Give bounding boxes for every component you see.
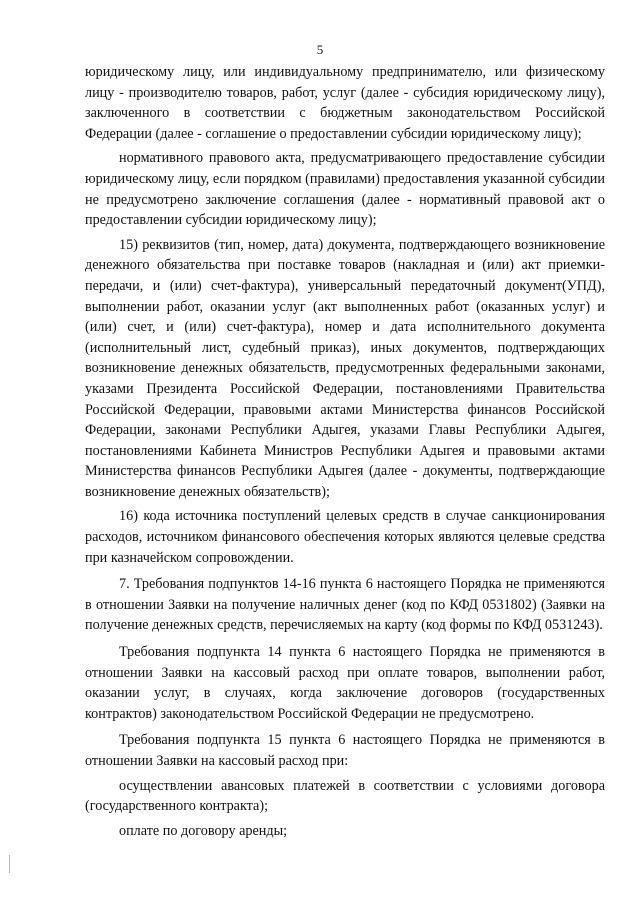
- paragraph-normative-act: нормативного правового акта, предусматривающего предоставление субсидии юридическому лицу, если порядком (правилами) предоставления указанной субсидии не предусмотрено заключение соглашения (далее - нормативный правовой акт о предоставлении субсидии юридическому лицу);: [85, 150, 605, 229]
- paragraph-requirement-14: Требования подпункта 14 пункта 6 настоящего Порядка не применяются в отношении Заявки на кассовый расход при оплате товаров, выполнении работ, оказании услуг, в случаях, когда заключение договоров (государственных контрактов) законодательством Российской Федерации не предусмотрено.: [85, 644, 605, 722]
- scan-edge-mark: [9, 855, 10, 873]
- paragraph-requirement-15: Требования подпункта 15 пункта 6 настоящего Порядка не применяются в отношении Заявки на кассовый расход при:: [85, 732, 605, 769]
- list-item-lease-payment: оплате по договору аренды;: [119, 822, 288, 839]
- paragraph-clause-7: 7. Требования подпунктов 14-16 пункта 6 настоящего Порядка не применяются в отношении Заявки на получение наличных денег (код по КФД 0531802) (Заявки на получение денежных средств, перечисляемых на карту (код формы по КФД 0531243).: [85, 576, 605, 634]
- paragraph-subsidy-agreement: юридическому лицу, или индивидуальному предпринимателю, или физическому лицу - производителю товаров, работ, услуг (далее - субсидия юридическому лицу), заключенного в соответствии с бюджетным законодательством Российской Федерации (далее - соглашение о предоставлении субсидии юридическому лицу);: [85, 64, 605, 142]
- page-number: 5: [316, 42, 324, 57]
- document-body: [85, 62, 605, 841]
- paragraph-item-15: 15) реквизитов (тип, номер, дата) документа, подтверждающего возникновение денежного обязательства при поставке товаров (накладная и (или) акт приемки-передачи, и (или) счет-фактура), универсальный передаточный документ(УПД), выполнении работ, оказании услуг (акт выполненных работ (оказанных услуг) и (или) счет, и (или) счет-фактура), номер и дата исполнительного документа (исполнительный лист, судебный приказ), иных документов, подтверждающих возникновение денежных обязательств, предусмотренных федеральными законами, указами Президента Российской Федерации, постановлениями Правительства Российской Федерации, правовыми актами Министерства финансов Российской Федерации, законами Республики Адыгея, указами Главы Республики Адыгея, постановлениями Кабинета Министров Республики Адыгея и правовыми актами Министерства финансов Республики Адыгея (далее - документы, подтверждающие возникновение денежных обязательств);: [85, 236, 605, 500]
- paragraph-item-16: 16) кода источника поступлений целевых средств в случае санкционирования расходов, источником финансового обеспечения которых являются целевые средства при казначейском сопровождении.: [85, 508, 605, 566]
- list-item-advance-payments: осуществлении авансовых платежей в соответствии с условиями договора (государственного контракта);: [85, 777, 605, 815]
